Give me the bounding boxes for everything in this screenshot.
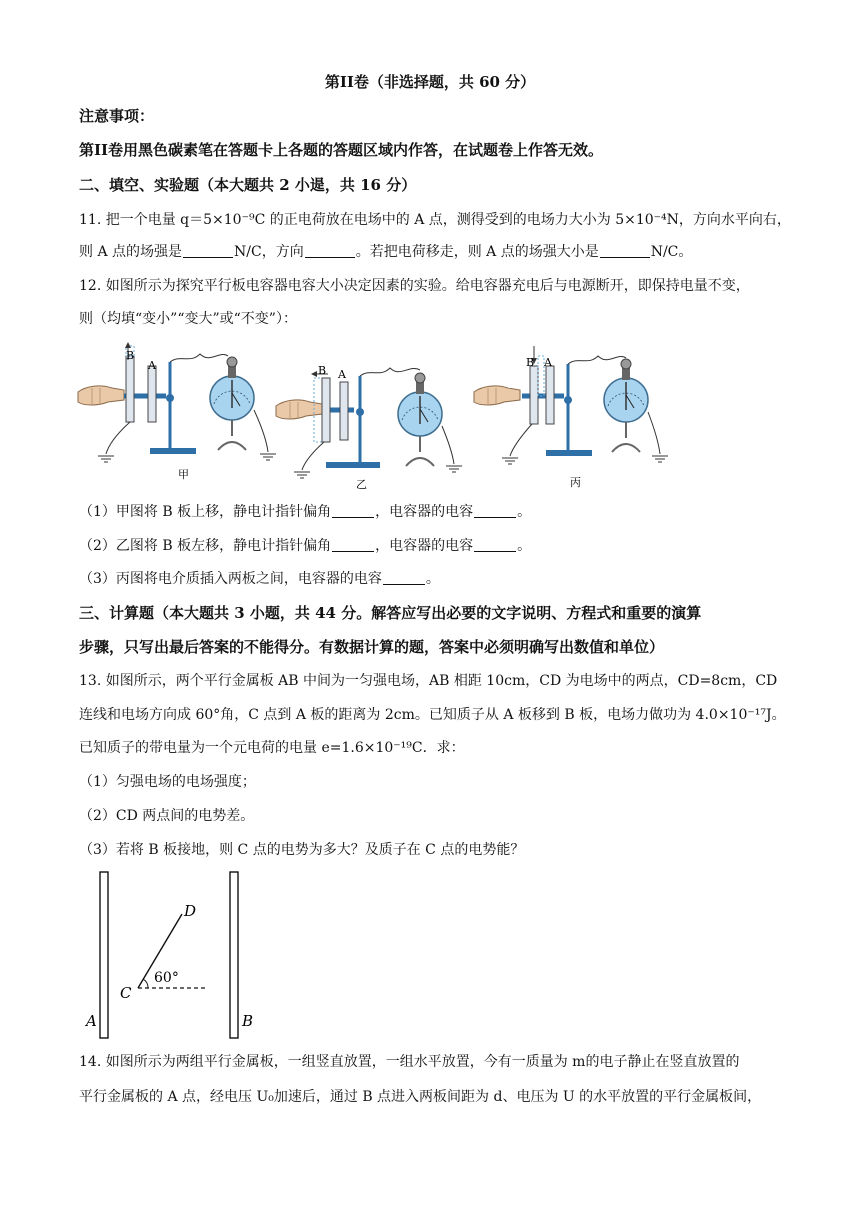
q13-line1: 13. 如图所示，两个平行金属板 AB 中间为一匀强电场，AB 相距 10cm，CD 为电场中的两点，CD=8cm，CD [79, 673, 778, 689]
label-d: D [184, 902, 197, 920]
q12-sub3-text-a: （3）丙图将电介质插入两板之间，电容器的电容 [79, 571, 382, 587]
figure-bing [474, 346, 668, 489]
answer-blank[interactable] [305, 243, 355, 258]
q11-text-c: 。若把电荷移走，则 A 点的场强大小是 [355, 244, 599, 260]
q13-sub3: （3）若将 B 板接地，则 C 点的电势为多大？及质子在 C 点的电势能？ [79, 842, 525, 858]
section2-heading: 二、填空、实验题（本大题共 2 小遈，共 16 分） [79, 176, 417, 194]
q14-line2: 平行金属板的 A 点，经电压 U₀加速后，通过 B 点进入两板间距为 d、电压为 U 的水平放置的平行金属板间， [79, 1089, 762, 1105]
label-b: B [526, 356, 535, 369]
parallel-plates-figure [78, 868, 268, 1044]
plate-a [100, 872, 108, 1038]
plate-b [230, 872, 238, 1038]
section3-heading-line2: 步骤，只写出最后答案的不能得分。有数据计算的题，答案中必须明确写出数值和单位） [79, 638, 665, 656]
label-a: A [148, 359, 156, 372]
answer-blank[interactable] [332, 537, 374, 552]
q11-line1: 11. 把一个电量 q＝5×10⁻⁹C 的正电荷放在电场中的 A 点，测得受到的电场力大小为 5×10⁻⁴N，方向水平向右， [79, 212, 791, 228]
q12-sub1-text-b: ，电容器的电容 [375, 504, 474, 520]
q11-text-b: N/C，方向 [234, 244, 304, 260]
answer-blank[interactable] [383, 570, 425, 585]
section-title: 第II卷（非选择题，共 60 分） [324, 73, 536, 91]
q13-sub1: （1）匀强电场的电场强度； [79, 774, 256, 790]
figure-yi [276, 364, 462, 491]
q12-sub2 [79, 536, 531, 556]
q11-line2 [79, 242, 692, 262]
q13-sub2: （2）CD 两点间的电势差。 [79, 808, 255, 824]
label-angle: 60° [154, 970, 179, 986]
angle-arc [143, 979, 148, 988]
label-jia: 甲 [178, 468, 189, 481]
notice-title: 注意事项： [79, 107, 155, 125]
label-a: A [544, 356, 552, 369]
q11-text-a: 则 A 点的场强是 [79, 244, 183, 260]
label-bing: 丙 [570, 476, 581, 489]
q12-sub1-text-c: 。 [517, 504, 532, 520]
q12-line2: 则（均填“变小”“变大”或“不变”）： [79, 311, 297, 327]
answer-blank[interactable] [600, 243, 650, 258]
q12-sub3 [79, 569, 440, 589]
answer-blank[interactable] [183, 243, 233, 258]
q12-sub2-text-a: （2）乙图将 B 板左移，静电计指针偏角 [79, 538, 332, 554]
capacitor-experiment-figure [70, 340, 680, 492]
q13-line2: 连线和电场方向成 60°角，C 点到 A 板的距离为 2cm。已知质子从 A 板移到 B 板，电场力做功为 4.0×10⁻¹⁷J。 [79, 707, 786, 723]
label-a: A [86, 1012, 97, 1030]
q12-sub1 [79, 502, 531, 522]
label-b: B [242, 1012, 254, 1030]
label-b: B [318, 364, 327, 377]
figure-jia [78, 342, 276, 481]
label-a: A [338, 368, 346, 381]
answer-blank[interactable] [474, 503, 516, 518]
q14-line1: 14. 如图所示为两组平行金属板，一组竖直放置，一组水平放置，今有一质量为 m的电子静止在竖直放置的 [79, 1054, 740, 1070]
answer-blank[interactable] [332, 503, 374, 518]
q12-sub2-text-b: ，电容器的电容 [375, 538, 474, 554]
q13-line3: 已知质子的带电量为一个元电荷的电量 e=1.6×10⁻¹⁹C．求： [79, 740, 465, 756]
q12-line1: 12. 如图所示为探究平行板电容器电容大小决定因素的实验。给电容器充电后与电源断开，即保持电量不变， [79, 278, 750, 294]
q12-sub3-text-b: 。 [425, 571, 440, 587]
q12-sub1-text-a: （1）甲图将 B 板上移，静电计指针偏角 [79, 504, 332, 520]
q12-sub2-text-c: 。 [517, 538, 532, 554]
label-b: B [126, 349, 135, 362]
section3-heading-line1: 三、计算题（本大题共 3 小题，共 44 分。解答应写出必要的文字说明、方程式和重要的演算 [79, 604, 702, 622]
label-yi: 乙 [356, 478, 367, 491]
notice-text: 第II卷用黑色碳素笔在答题卡上各题的答题区域内作答，在试题卷上作答无效。 [79, 141, 604, 159]
q11-text-d: N/C。 [650, 244, 693, 260]
answer-blank[interactable] [474, 537, 516, 552]
label-c: C [120, 984, 132, 1002]
